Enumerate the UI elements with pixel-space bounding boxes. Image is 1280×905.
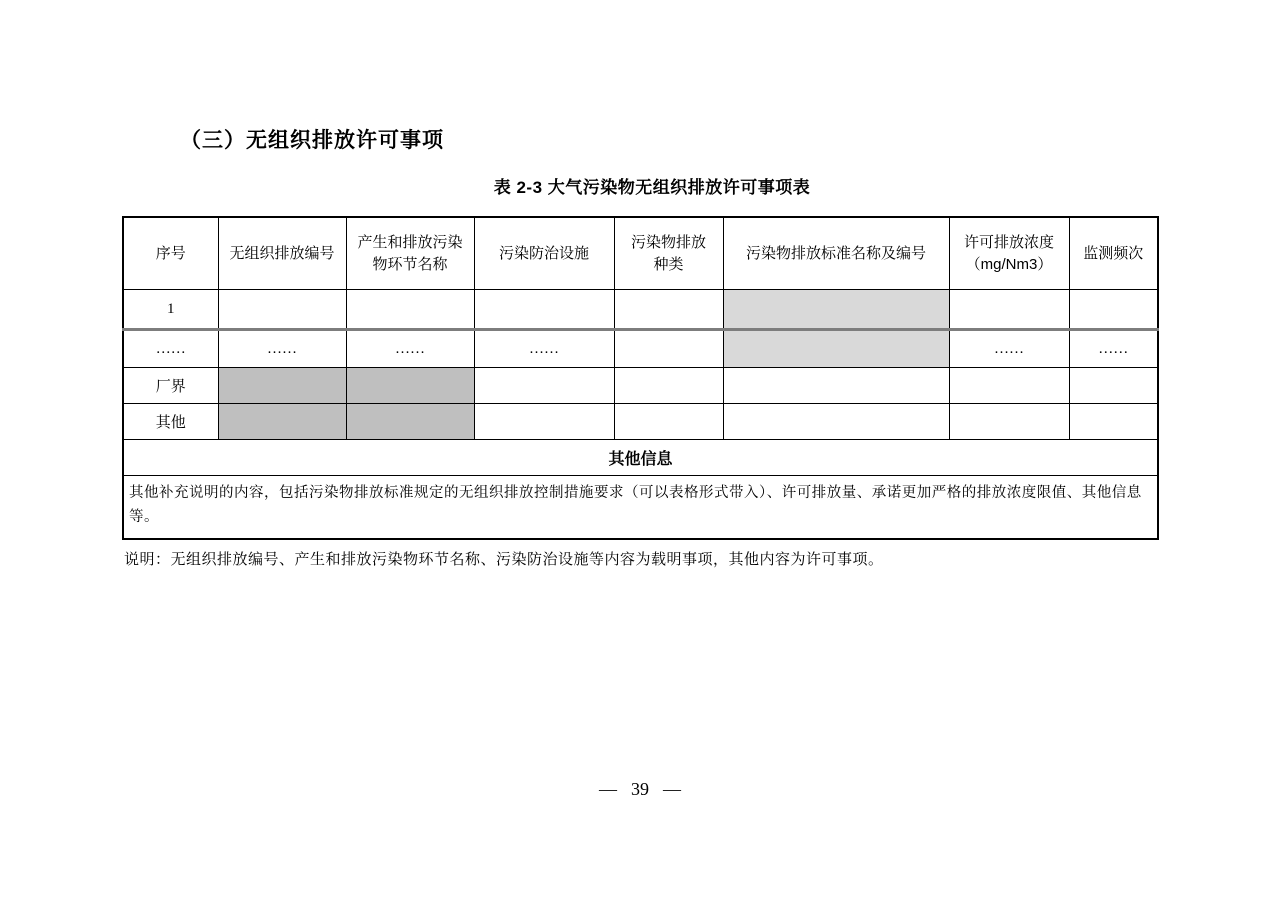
page-number: 39: [631, 779, 649, 799]
table-cell-shaded: [346, 368, 474, 404]
col-header-permitted-concentration: 许可排放浓度 （mg/Nm3）: [949, 217, 1069, 290]
table-cell: [614, 368, 723, 404]
table-cell: ……: [346, 330, 474, 368]
table-cell: ……: [474, 330, 614, 368]
table-cell: ……: [218, 330, 346, 368]
col-header-control-facility: 污染防治设施: [474, 217, 614, 290]
col-header-emission-id: 无组织排放编号: [218, 217, 346, 290]
fugitive-emission-permit-table: [122, 216, 1159, 540]
remark-text: 无组织排放编号、产生和排放污染物环节名称、污染防治设施等内容为载明事项，其他内容为许可事项。: [170, 552, 884, 568]
footer-dash-left: —: [599, 779, 617, 799]
table-cell: [474, 368, 614, 404]
table-cell: 厂界: [123, 368, 218, 404]
col-header-process-name: 产生和排放污染 物环节名称: [346, 217, 474, 290]
table-cell: [474, 290, 614, 330]
table-cell: ……: [123, 330, 218, 368]
table-row: [123, 290, 1158, 330]
table-cell-shaded: [346, 404, 474, 440]
table-cell: [1069, 404, 1158, 440]
table-cell: ……: [1069, 330, 1158, 368]
table-title: 表 2-3 大气污染物无组织排放许可事项表: [493, 178, 811, 197]
table-cell-shaded: [218, 404, 346, 440]
table-cell: [949, 404, 1069, 440]
table-row: [123, 368, 1158, 404]
footer-dash-right: —: [663, 779, 681, 799]
table-cell: [949, 368, 1069, 404]
remark-label: 说明：: [124, 552, 171, 568]
table-row: [123, 330, 1158, 368]
table-cell: [474, 404, 614, 440]
col-header-standard-name: 污染物排放标准名称及编号: [723, 217, 949, 290]
other-info-header: 其他信息: [123, 440, 1158, 476]
table-cell: [949, 290, 1069, 330]
remark-line: [124, 548, 1164, 569]
other-info-note: 其他补充说明的内容，包括污染物排放标准规定的无组织排放控制措施要求（可以表格形式带入）、许可排放量、承诺更加严格的排放浓度限值、其他信息等。: [123, 476, 1158, 540]
table-cell: [614, 330, 723, 368]
table-cell: [1069, 290, 1158, 330]
col-header-monitoring-frequency: 监测频次: [1069, 217, 1158, 290]
table-cell: [614, 290, 723, 330]
col-header-pollutant-type: 污染物排放 种类: [614, 217, 723, 290]
page-footer: [0, 779, 1280, 800]
table-cell-shaded: [723, 330, 949, 368]
section-heading: （三）无组织排放许可事项: [180, 129, 444, 152]
other-info-header-row: [123, 440, 1158, 476]
table-cell-shaded: [218, 368, 346, 404]
table-cell: 1: [123, 290, 218, 330]
table-cell: ……: [949, 330, 1069, 368]
col-header-seq: 序号: [123, 217, 218, 290]
table-cell: [723, 368, 949, 404]
other-info-note-row: [123, 476, 1158, 540]
table-header-row: [123, 217, 1158, 290]
table-cell: [218, 290, 346, 330]
table-cell: [1069, 368, 1158, 404]
table-cell-shaded: [723, 290, 949, 330]
table-row: [123, 404, 1158, 440]
table-cell: [723, 404, 949, 440]
table-cell: [346, 290, 474, 330]
table-cell: [614, 404, 723, 440]
table-cell: 其他: [123, 404, 218, 440]
